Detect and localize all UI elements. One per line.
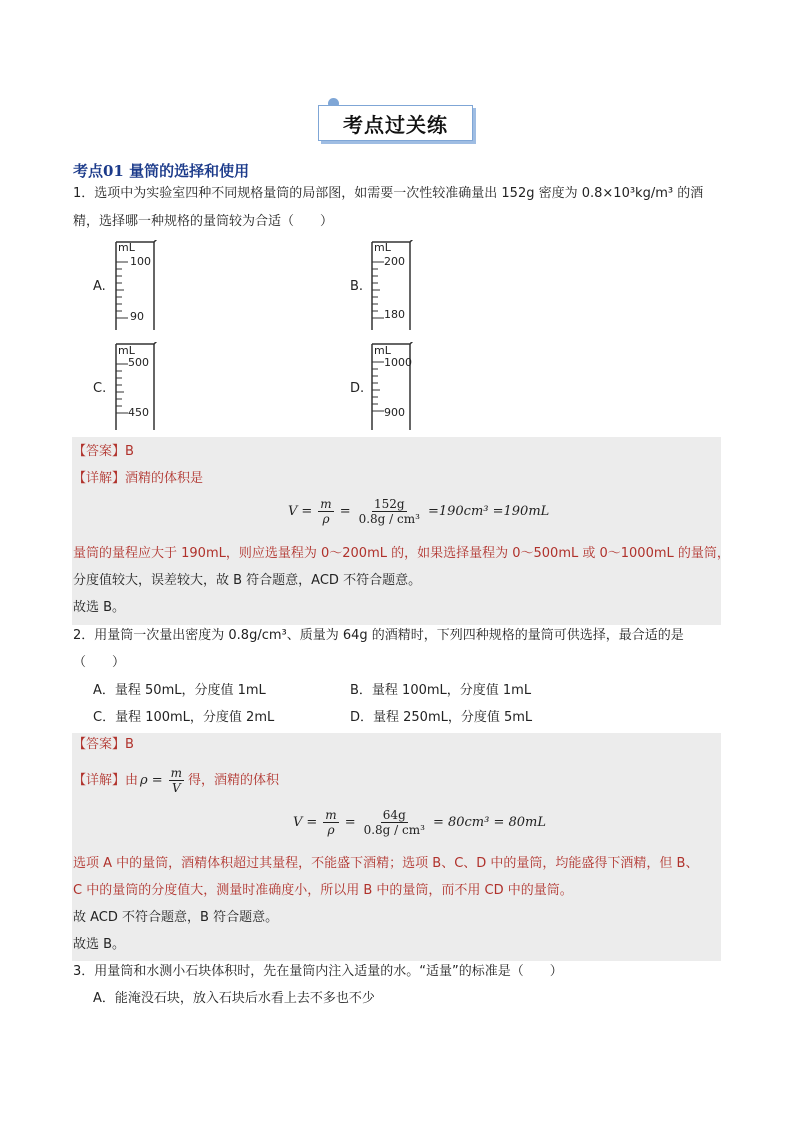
q2-formula: V = $\frac{m}{\rho}$ = $\frac{64g}{\text{0.8g / cm³}}$ = 80cm³ = 80mL	[293, 808, 546, 837]
q1-answer-tag: 【答案】	[73, 444, 126, 459]
q2-option-d: D．量程 250mL，分度值 5mL	[350, 710, 533, 725]
q1-option-a-top: 100	[130, 255, 151, 268]
q1-option-c-bottom: 450	[128, 406, 149, 419]
q2-rho-formula: ρ = $\frac{m}{V}$	[140, 766, 182, 795]
q1-detail	[73, 465, 203, 492]
page-title-box	[318, 105, 473, 141]
q2-explanation-3: 故 ACD 不符合题意，B 符合题意。	[73, 910, 279, 925]
q2-detail-tag: 【详解】	[73, 773, 126, 788]
q1-line2: 精，选择哪一种规格的量筒较为合适（ ）	[73, 214, 334, 229]
q2-option-c: C．量程 100mL，分度值 2mL	[93, 710, 275, 725]
q2-answer-value: B	[125, 737, 134, 752]
q1-line1: 1．选项中为实验室四种不同规格量筒的局部图，如需要一次性较准确量出 152g 密度为 0.8×10³kg/m³ 的酒	[73, 186, 704, 201]
q1-option-a-unit: mL	[118, 241, 135, 254]
q1-option-c-unit: mL	[118, 344, 135, 357]
q1-formula-frac1: $\frac{m}{\rho}$	[320, 497, 332, 526]
q1-option-b-top: 200	[384, 255, 405, 268]
q1-option-c-top: 500	[128, 356, 149, 369]
q1-explanation-1: 量筒的量程应大于 190mL，则应选量程为 0～200mL 的，如果选择量程为 0～500mL 或 0～1000mL 的量筒，	[73, 546, 730, 561]
q1-conclusion: 故选 B。	[73, 600, 126, 615]
q1-formula: V = $\frac{m}{\rho}$ = $\frac{152g}{\text{0.8g / cm³}}$ =190cm³ =190mL	[288, 497, 550, 526]
q2-explanation-1: 选项 A 中的量筒，酒精体积超过其量程，不能盛下酒精；选项 B、C、D 中的量筒，均能盛得下酒精，但 B、	[73, 856, 699, 871]
q2-conclusion: 故选 B。	[73, 937, 126, 952]
q2-formula-frac1: $\frac{m}{\rho}$	[325, 808, 337, 837]
q1-formula-result: =190cm³ =190mL	[427, 504, 550, 519]
q1-option-b-unit: mL	[374, 241, 391, 254]
q2-detail-post: 得，酒精的体积	[187, 773, 279, 788]
q1-detail-intro: 酒精的体积是	[125, 471, 204, 486]
q2-detail-pre: 由	[125, 773, 139, 788]
q2-detail	[73, 766, 279, 795]
q1-option-a-bottom: 90	[130, 310, 144, 323]
q2-answer-tag: 【答案】	[73, 737, 126, 752]
q1-answer-value: B	[125, 444, 134, 459]
q2-line2: （ ）	[73, 655, 126, 670]
q1-option-b-label: B.	[350, 279, 364, 294]
q1-option-a-label: A.	[93, 279, 106, 294]
page-title: 考点过关练	[343, 112, 448, 137]
q2-line1: 2．用量筒一次量出密度为 0.8g/cm³、质量为 64g 的酒精时，下列四种规格的量筒可供选择，最合适的是	[73, 628, 684, 643]
q2-option-b: B．量程 100mL，分度值 1mL	[350, 683, 532, 698]
q2-option-a: A．量程 50mL，分度值 1mL	[93, 683, 266, 698]
q2-formula-lhs: V	[293, 815, 303, 830]
q1-option-b-bottom: 180	[384, 308, 405, 321]
q2-answer	[73, 731, 134, 758]
q2-formula-frac2: $\frac{64g}{\text{0.8g / cm³}}$	[363, 808, 425, 837]
q1-explanation-2: 分度值较大，误差较大，故 B 符合题意，ACD 不符合题意。	[73, 573, 422, 588]
q1-option-c-label: C.	[93, 381, 107, 396]
q3-line1: 3．用量筒和水测小石块体积时，先在量筒内注入适量的水。“适量”的标准是（ ）	[73, 964, 563, 979]
q1-formula-frac2: $\frac{152g}{\text{0.8g / cm³}}$	[358, 497, 420, 526]
q2-formula-result: = 80cm³ = 80mL	[432, 815, 546, 830]
q1-option-d-top: 1000	[384, 356, 412, 369]
q2-explanation-2: C 中的量筒的分度值大，测量时准确度小，所以用 B 中的量筒，而不用 CD 中的量筒。	[73, 883, 573, 898]
q1-answer	[73, 438, 134, 465]
q1-option-d-bottom: 900	[384, 406, 405, 419]
q1-option-d-unit: mL	[374, 344, 391, 357]
q3-option-a: A．能淹没石块，放入石块后水看上去不多也不少	[93, 991, 375, 1006]
q1-option-d-label: D.	[350, 381, 365, 396]
q1-formula-lhs: V	[288, 504, 298, 519]
q1-detail-tag: 【详解】	[73, 471, 126, 486]
section-heading: 考点01 量筒的选择和使用	[73, 162, 250, 180]
